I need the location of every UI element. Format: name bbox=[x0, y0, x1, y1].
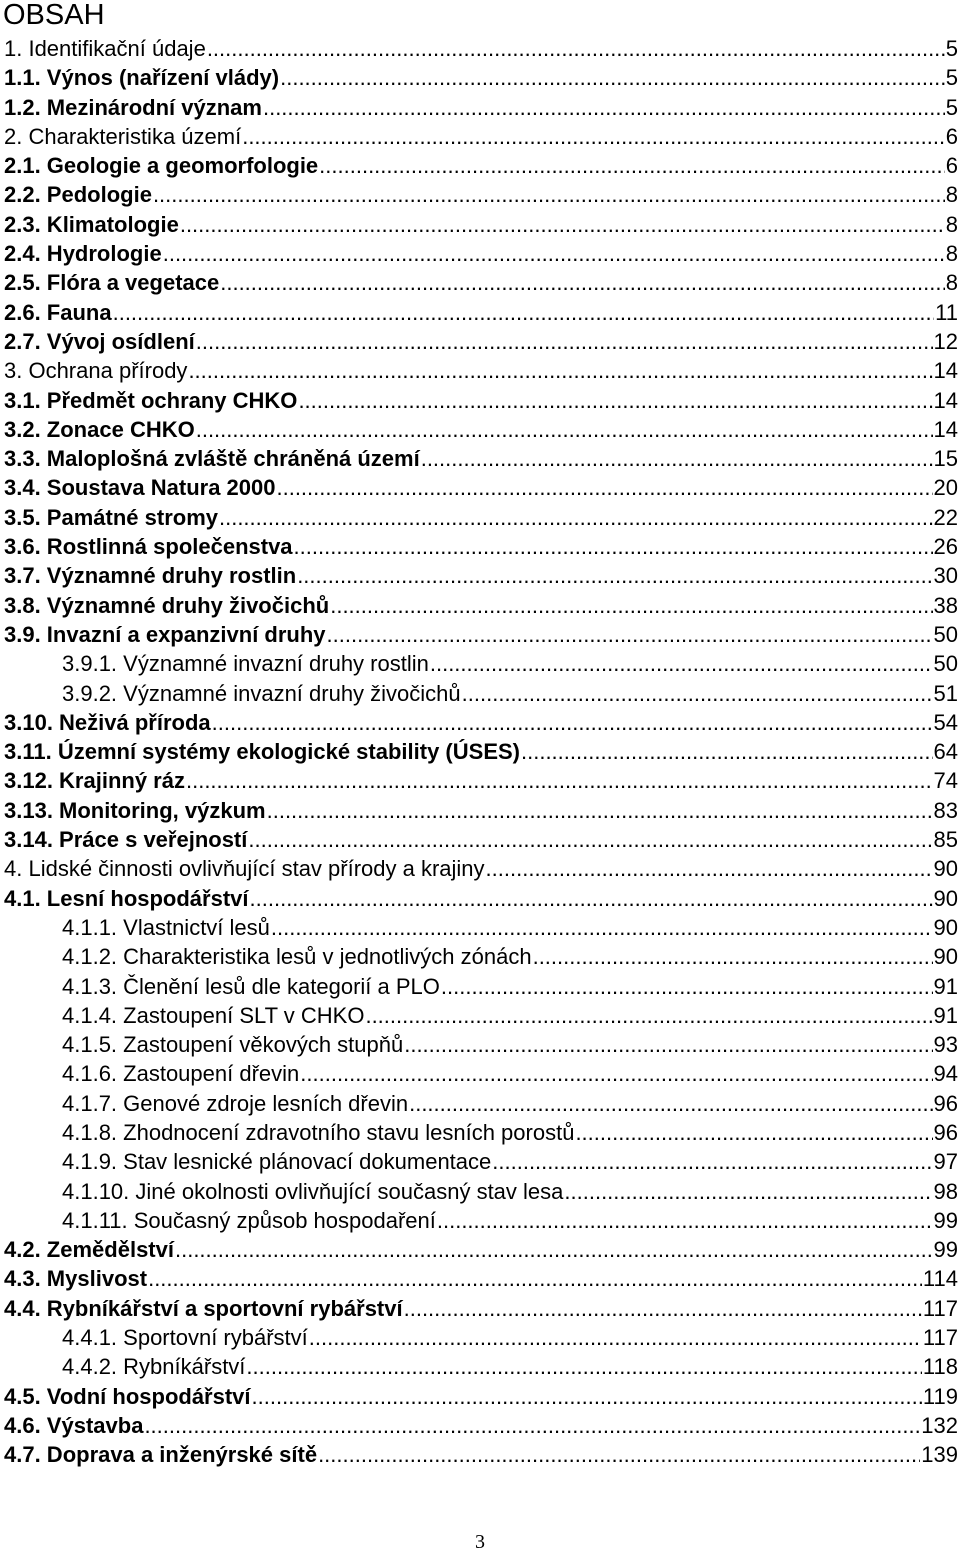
toc-entry-page: 99 bbox=[933, 1237, 958, 1263]
toc-entry-label: 3.9.1. Významné invazní druhy rostlin bbox=[62, 651, 429, 677]
toc-entry-page: 74 bbox=[933, 768, 958, 794]
toc-entry[interactable] bbox=[0, 298, 960, 327]
toc-entry[interactable] bbox=[0, 825, 960, 854]
toc-entry[interactable] bbox=[0, 708, 960, 737]
toc-entry-label: 3.1. Předmět ochrany CHKO bbox=[4, 387, 298, 413]
toc-entry[interactable] bbox=[0, 180, 960, 209]
toc-dot-leader bbox=[327, 620, 933, 649]
toc-dot-leader bbox=[462, 679, 933, 708]
toc-entry-page: 11 bbox=[935, 299, 958, 325]
toc-entry-page: 50 bbox=[933, 651, 958, 677]
toc-entry[interactable] bbox=[0, 268, 960, 297]
toc-entry-page: 30 bbox=[933, 563, 958, 589]
toc-dot-leader bbox=[330, 591, 932, 620]
toc-entry-page: 99 bbox=[933, 1207, 958, 1233]
toc-entry-label: 4.6. Výstavba bbox=[4, 1412, 144, 1438]
toc-entry[interactable] bbox=[0, 561, 960, 590]
toc-entry-label: 3.9. Invazní a expanzivní druhy bbox=[4, 621, 326, 647]
toc-entry-page: 14 bbox=[933, 358, 958, 384]
toc-entry-label: 4.1.9. Stav lesnické plánovací dokumentace bbox=[62, 1149, 492, 1175]
toc-dot-leader bbox=[163, 239, 945, 268]
toc-entry-page: 8 bbox=[945, 182, 958, 208]
toc-entry[interactable] bbox=[0, 327, 960, 356]
toc-entry-label: 4. Lidské činnosti ovlivňující stav přírody a krajiny bbox=[4, 856, 485, 882]
toc-dot-leader bbox=[521, 737, 933, 766]
toc-dot-leader bbox=[564, 1177, 932, 1206]
toc-dot-leader bbox=[153, 180, 945, 209]
toc-entry[interactable] bbox=[0, 1352, 960, 1381]
toc-dot-leader bbox=[404, 1030, 932, 1059]
toc-dot-leader bbox=[319, 151, 945, 180]
toc-entry[interactable] bbox=[0, 34, 960, 63]
toc-entry-label: 3.13. Monitoring, výzkum bbox=[4, 797, 266, 823]
toc-entry-page: 117 bbox=[922, 1325, 958, 1351]
toc-entry-page: 51 bbox=[933, 680, 958, 706]
toc-entry-label: 3.2. Zonace CHKO bbox=[4, 416, 195, 442]
toc-entry[interactable] bbox=[0, 415, 960, 444]
toc-entry-page: 90 bbox=[933, 856, 958, 882]
toc-entry-label: 2.5. Flóra a vegetace bbox=[4, 270, 220, 296]
toc-entry[interactable] bbox=[0, 1030, 960, 1059]
toc-dot-leader bbox=[318, 1440, 920, 1469]
toc-entry[interactable] bbox=[0, 591, 960, 620]
toc-dot-leader bbox=[250, 884, 933, 913]
toc-entry-page: 97 bbox=[933, 1149, 958, 1175]
toc-dot-leader bbox=[441, 972, 933, 1001]
toc-entry-page: 14 bbox=[933, 416, 958, 442]
toc-entry[interactable] bbox=[0, 1235, 960, 1264]
toc-entry[interactable] bbox=[0, 1177, 960, 1206]
toc-entry-page: 90 bbox=[933, 914, 958, 940]
toc-entry-label: 4.1.1. Vlastnictví lesů bbox=[62, 914, 270, 940]
toc-entry[interactable] bbox=[0, 1294, 960, 1323]
toc-entry[interactable] bbox=[0, 444, 960, 473]
toc-entry[interactable] bbox=[0, 796, 960, 825]
toc-entry-page: 5 bbox=[945, 94, 958, 120]
toc-entry-page: 38 bbox=[933, 592, 958, 618]
toc-entry[interactable] bbox=[0, 1059, 960, 1088]
toc-dot-leader bbox=[248, 825, 932, 854]
toc-entry-label: 3.12. Krajinný ráz bbox=[4, 768, 185, 794]
toc-entry-label: 4.1.4. Zastoupení SLT v CHKO bbox=[62, 1002, 365, 1028]
toc-entry-page: 118 bbox=[922, 1354, 958, 1380]
toc-entry[interactable] bbox=[0, 122, 960, 151]
toc-entry-label: 2.2. Pedologie bbox=[4, 182, 152, 208]
toc-entry[interactable] bbox=[0, 1411, 960, 1440]
toc-entry-label: 3.14. Práce s veřejností bbox=[4, 827, 248, 853]
toc-dot-leader bbox=[246, 1352, 922, 1381]
toc-dot-leader bbox=[144, 1411, 920, 1440]
toc-entry[interactable] bbox=[0, 473, 960, 502]
toc-entry[interactable] bbox=[0, 854, 960, 883]
toc-entry[interactable] bbox=[0, 1440, 960, 1469]
toc-dot-leader bbox=[148, 1264, 922, 1293]
toc-dot-leader bbox=[437, 1206, 933, 1235]
toc-entry-label: 4.1.8. Zhodnocení zdravotního stavu lesních porostů bbox=[62, 1119, 575, 1145]
toc-dot-leader bbox=[219, 503, 933, 532]
toc-entry[interactable] bbox=[0, 766, 960, 795]
toc-entry-label: 3.6. Rostlinná společenstva bbox=[4, 534, 293, 560]
toc-dot-leader bbox=[409, 1089, 932, 1118]
toc-dot-leader bbox=[252, 1382, 922, 1411]
toc-entry-label: 1.1. Výnos (nařízení vlády) bbox=[4, 65, 280, 91]
toc-dot-leader bbox=[212, 708, 933, 737]
toc-dot-leader bbox=[280, 63, 945, 92]
toc-entry[interactable] bbox=[0, 151, 960, 180]
toc-entry[interactable] bbox=[0, 1382, 960, 1411]
toc-dot-leader bbox=[298, 386, 932, 415]
toc-entry-page: 6 bbox=[945, 153, 958, 179]
toc-entry[interactable] bbox=[0, 1089, 960, 1118]
toc-dot-leader bbox=[492, 1147, 932, 1176]
toc-dot-leader bbox=[175, 1235, 933, 1264]
toc-entry[interactable] bbox=[0, 679, 960, 708]
toc-entry-page: 98 bbox=[933, 1178, 958, 1204]
toc-entry-label: 4.4.2. Rybníkářství bbox=[62, 1354, 246, 1380]
toc-entry-label: 4.1.11. Současný způsob hospodaření bbox=[62, 1207, 436, 1233]
toc-dot-leader bbox=[297, 561, 932, 590]
toc-entry-label: 4.1.10. Jiné okolnosti ovlivňující současný stav lesa bbox=[62, 1178, 564, 1204]
toc-entry-label: 4.4. Rybníkářství a sportovní rybářství bbox=[4, 1295, 403, 1321]
toc-entry[interactable] bbox=[0, 913, 960, 942]
toc-entry[interactable] bbox=[0, 649, 960, 678]
toc-entry-label: 3.5. Památné stromy bbox=[4, 504, 218, 530]
toc-entry-page: 85 bbox=[933, 827, 958, 853]
toc-entry-label: 3.7. Významné druhy rostlin bbox=[4, 563, 297, 589]
toc-entry-page: 114 bbox=[922, 1266, 958, 1292]
toc-entry-label: 4.2. Zemědělství bbox=[4, 1237, 174, 1263]
toc-entry-page: 90 bbox=[933, 944, 958, 970]
toc-entry-label: 3. Ochrana přírody bbox=[4, 358, 188, 384]
toc-entry-page: 119 bbox=[922, 1383, 958, 1409]
toc-dot-leader bbox=[575, 1118, 932, 1147]
toc-dot-leader bbox=[421, 444, 933, 473]
toc-entry-page: 22 bbox=[933, 504, 958, 530]
toc-entry-page: 8 bbox=[945, 241, 958, 267]
toc-entry-label: 4.7. Doprava a inženýrské sítě bbox=[4, 1442, 318, 1468]
toc-dot-leader bbox=[294, 532, 933, 561]
toc-entry[interactable] bbox=[0, 620, 960, 649]
toc-dot-leader bbox=[196, 327, 933, 356]
toc-dot-leader bbox=[186, 766, 933, 795]
toc-dot-leader bbox=[113, 298, 935, 327]
toc-dot-leader bbox=[271, 913, 933, 942]
toc-dot-leader bbox=[263, 93, 945, 122]
toc-dot-leader bbox=[188, 356, 932, 385]
page-title: OBSAH bbox=[3, 0, 105, 31]
toc-entry-page: 139 bbox=[921, 1442, 958, 1468]
toc-entry[interactable] bbox=[0, 1118, 960, 1147]
toc-entry-label: 4.4.1. Sportovní rybářství bbox=[62, 1325, 308, 1351]
toc-entry[interactable] bbox=[0, 210, 960, 239]
toc-entry-label: 3.8. Významné druhy živočichů bbox=[4, 592, 330, 618]
toc-entry-page: 14 bbox=[933, 387, 958, 413]
toc-entry[interactable] bbox=[0, 1001, 960, 1030]
toc-entry-label: 2.6. Fauna bbox=[4, 299, 112, 325]
toc-dot-leader bbox=[267, 796, 933, 825]
toc-dot-leader bbox=[207, 34, 945, 63]
toc-entry-label: 4.5. Vodní hospodářství bbox=[4, 1383, 251, 1409]
toc-entry-label: 3.4. Soustava Natura 2000 bbox=[4, 475, 276, 501]
toc-entry-label: 4.1.2. Charakteristika lesů v jednotlivých zónách bbox=[62, 944, 532, 970]
toc-dot-leader bbox=[486, 854, 933, 883]
toc-entry-label: 4.1.3. Členění lesů dle kategorií a PLO bbox=[62, 973, 440, 999]
toc-dot-leader bbox=[533, 942, 933, 971]
toc-entry[interactable] bbox=[0, 386, 960, 415]
toc-entry-page: 8 bbox=[945, 270, 958, 296]
toc-entry-label: 2.7. Vývoj osídlení bbox=[4, 328, 195, 354]
toc-entry-page: 91 bbox=[933, 1002, 958, 1028]
toc-entry-label: 2. Charakteristika území bbox=[4, 123, 242, 149]
toc-entry-label: 2.3. Klimatologie bbox=[4, 211, 179, 237]
toc-entry-label: 4.1.6. Zastoupení dřevin bbox=[62, 1061, 300, 1087]
toc-dot-leader bbox=[430, 649, 933, 678]
toc-entry-label: 1. Identifikační údaje bbox=[4, 36, 206, 61]
toc-entry-page: 117 bbox=[922, 1295, 958, 1321]
toc-entry[interactable] bbox=[0, 93, 960, 122]
toc-entry-page: 96 bbox=[933, 1119, 958, 1145]
toc-entry[interactable] bbox=[0, 737, 960, 766]
toc-entry-page: 96 bbox=[933, 1090, 958, 1116]
toc-entry-page: 5 bbox=[945, 36, 958, 61]
toc-entry[interactable] bbox=[0, 356, 960, 385]
toc-entry[interactable] bbox=[0, 1147, 960, 1176]
toc-dot-leader bbox=[196, 415, 933, 444]
toc-entry[interactable] bbox=[0, 63, 960, 92]
toc-entry-page: 83 bbox=[933, 797, 958, 823]
toc-entry-page: 64 bbox=[933, 739, 958, 765]
toc-entry-label: 4.1.5. Zastoupení věkových stupňů bbox=[62, 1032, 404, 1058]
toc-entry[interactable] bbox=[0, 239, 960, 268]
page-number: 3 bbox=[475, 1531, 485, 1553]
toc-entry-label: 3.10. Neživá příroda bbox=[4, 709, 211, 735]
toc-dot-leader bbox=[276, 473, 932, 502]
toc-entry-page: 50 bbox=[933, 621, 958, 647]
toc-dot-leader bbox=[365, 1001, 932, 1030]
toc-entry-page: 94 bbox=[933, 1061, 958, 1087]
toc-entry-label: 3.11. Územní systémy ekologické stability (ÚSES) bbox=[4, 739, 520, 765]
toc-entry-label: 3.9.2. Významné invazní druhy živočichů bbox=[62, 680, 461, 706]
toc-entry-page: 132 bbox=[921, 1412, 958, 1438]
toc-dot-leader bbox=[220, 268, 945, 297]
toc-entry-page: 12 bbox=[933, 328, 958, 354]
toc-entry[interactable] bbox=[0, 503, 960, 532]
toc-entry[interactable] bbox=[0, 972, 960, 1001]
toc-entry-page: 8 bbox=[945, 211, 958, 237]
toc-dot-leader bbox=[242, 122, 945, 151]
toc-entry-page: 6 bbox=[945, 123, 958, 149]
toc-dot-leader bbox=[309, 1323, 922, 1352]
toc-entry-label: 2.1. Geologie a geomorfologie bbox=[4, 153, 319, 179]
toc-entry-page: 26 bbox=[933, 534, 958, 560]
toc-entry-page: 54 bbox=[933, 709, 958, 735]
toc-entry[interactable] bbox=[0, 1264, 960, 1293]
toc-entry-label: 4.1.7. Genové zdroje lesních dřevin bbox=[62, 1090, 409, 1116]
toc-entry-page: 90 bbox=[933, 885, 958, 911]
toc-entry[interactable] bbox=[0, 1323, 960, 1352]
toc-dot-leader bbox=[180, 210, 945, 239]
toc-entry-page: 20 bbox=[933, 475, 958, 501]
table-of-contents bbox=[0, 34, 960, 1470]
toc-entry-label: 4.3. Myslivost bbox=[4, 1266, 148, 1292]
toc-entry[interactable] bbox=[0, 942, 960, 971]
toc-entry[interactable] bbox=[0, 532, 960, 561]
toc-entry-label: 2.4. Hydrologie bbox=[4, 241, 162, 267]
toc-entry-page: 15 bbox=[933, 446, 958, 472]
toc-entry-page: 93 bbox=[933, 1032, 958, 1058]
toc-entry-page: 91 bbox=[933, 973, 958, 999]
toc-entry[interactable] bbox=[0, 1206, 960, 1235]
toc-entry-label: 1.2. Mezinárodní význam bbox=[4, 94, 262, 120]
toc-dot-leader bbox=[300, 1059, 932, 1088]
toc-entry[interactable] bbox=[0, 884, 960, 913]
toc-entry-page: 5 bbox=[945, 65, 958, 91]
toc-dot-leader bbox=[404, 1294, 922, 1323]
toc-entry-label: 4.1. Lesní hospodářství bbox=[4, 885, 249, 911]
toc-entry-label: 3.3. Maloplošná zvláště chráněná území bbox=[4, 446, 420, 472]
